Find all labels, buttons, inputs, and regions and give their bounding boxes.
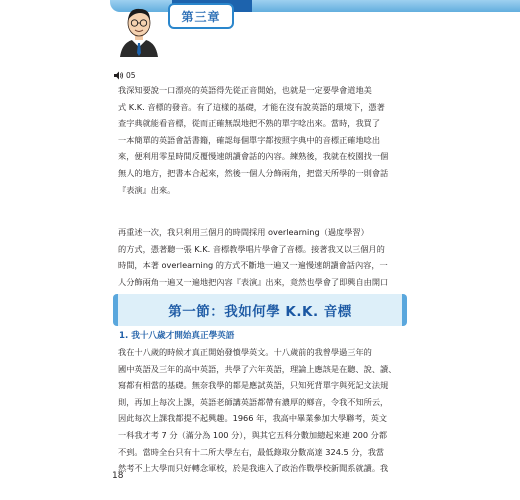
paragraph-1 (118, 82, 400, 198)
text-line: 人分飾兩角一遍又一遍地把內容『表演』出來，竟然也學會了即興自由開口 (118, 276, 389, 287)
speaker-icon (114, 71, 124, 80)
text-line: 時間，本著 overlearning 的方式不斷地一遍又一遍慢速朗讀會話內容，一 (118, 260, 388, 271)
text-line: 的方式，憑著聽一張 K.K. 音標教學唱片學會了音標。接著我又以三個月的 (118, 243, 385, 254)
text-line: 查字典就能看音標，從而正確無誤地把不熟的單字唸出來。當時，我買了 (118, 118, 381, 129)
text-line: 一本簡單的英語會話書籍，確認每個單字都按照字典中的音標正確地唸出 (118, 134, 381, 145)
text-line: 不到。當時全台只有十二所大學左右，最低錄取分數高達 324.5 分，我當 (118, 446, 385, 457)
section-title: 第一節：我如何學 K.K. 音標 (168, 304, 352, 320)
text-line: 我在十八歲的時候才真正開始發憤學英文。十八歲前的我曾學過三年的 (118, 347, 372, 357)
text-line: 我深知要說一口漂亮的英語得先從正音開始，也就是一定要學會道地美 (118, 85, 372, 95)
text-line: 然考不上大學而只好轉念軍校，於是我進入了政治作戰學校新聞系就讀。我 (118, 463, 389, 474)
audio-track-number: 05 (126, 70, 136, 80)
page-number: 18 (112, 471, 124, 481)
chapter-label: 第三章 (168, 3, 234, 29)
section-title-banner (113, 294, 407, 326)
text-line: 因此每次上課我都提不起興趣。1966 年，我高中畢業參加大學聯考，英文 (118, 413, 388, 424)
paragraph-3 (118, 344, 400, 477)
text-line: 來，便利用零星時間反覆慢速朗讀會話的內容。練熟後，我就在校園找一個 (118, 151, 389, 162)
text-line: 無人的地方，把書本合起來，然後一個人分飾兩角，把當天所學的一則會話 (118, 167, 389, 178)
text-line: 再重述一次，我只利用三個月的時間採用 overlearning（過度學習） (118, 227, 369, 237)
author-avatar (114, 3, 164, 57)
text-line: 寫都有相當的基礎。無奈我學的都是應試英語，只知死背單字與死記文法規 (118, 380, 389, 391)
subheading: 1. 我十八歲才開始真正學英語 (119, 331, 235, 341)
text-line: 式 K.K. 音標的發音。有了這樣的基礎，才能在沒有說英語的環境下，憑著 (118, 101, 385, 112)
text-line: 則，再加上每次上課，英語老師講英語都帶有濃厚的鄉音，令我不知所云， (118, 396, 389, 407)
audio-track-marker[interactable] (114, 69, 136, 81)
text-line: 國中英語及三年的高中英語，共學了六年英語，理論上應該是在聽、說、讀、 (118, 363, 397, 374)
text-line: 『表演』出來。 (118, 184, 176, 195)
text-line: 一科我才考 7 分（滿分為 100 分），與其它五科分數加總起來連 200 分都 (118, 429, 388, 440)
